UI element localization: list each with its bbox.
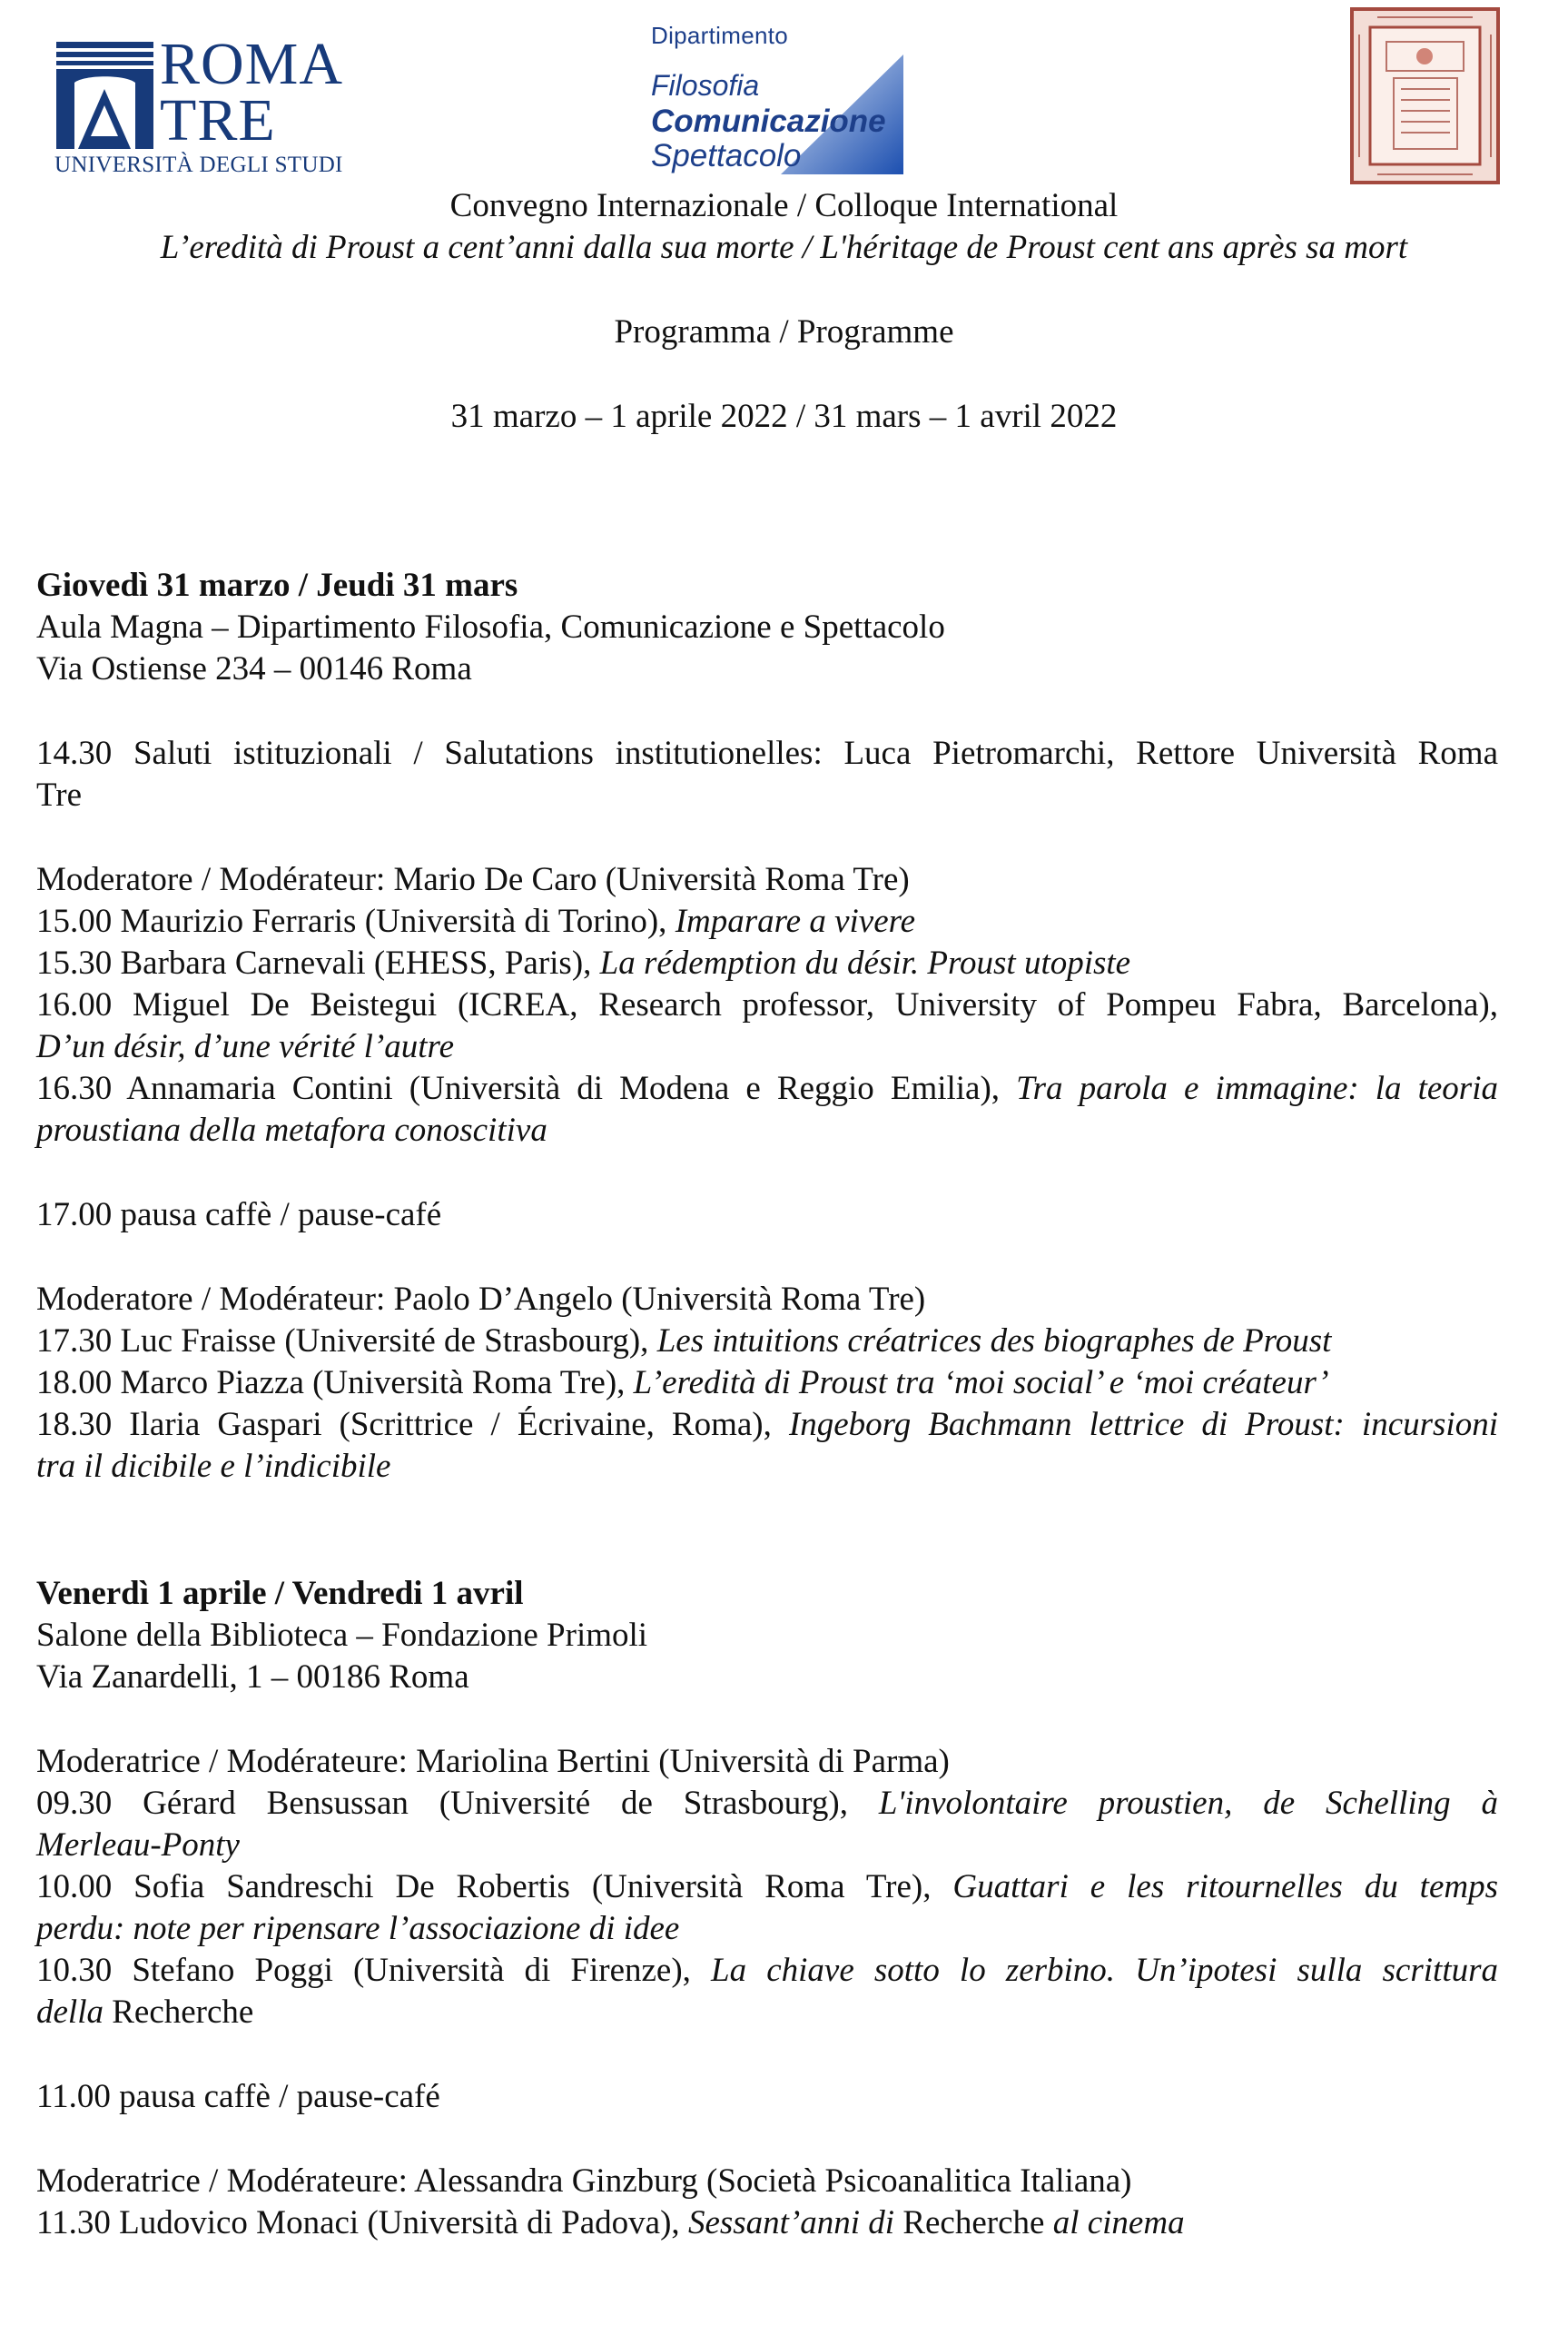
talk-1630-line1: 16.30 Annamaria Contini (Università di Modena e Reggio Emilia), Tra parola e immagine: la teoria [36,1070,1498,1107]
conference-dates: 31 marzo – 1 aprile 2022 / 31 mars – 1 avril 2022 [450,398,1118,435]
day1-heading: Giovedì 31 marzo / Jeudi 31 mars [36,567,518,604]
department-line-comunicazione: Comunicazione [651,104,886,139]
day1-address: Via Ostiense 234 – 00146 Roma [36,650,472,688]
talk-0930-line1: 09.30 Gérard Bensussan (Université de Strasbourg), L'involontaire proustien, de Schelling à [36,1785,1498,1822]
talk-1000-line1: 10.00 Sofia Sandreschi De Robertis (Università Roma Tre), Guattari e les ritournelles du temps [36,1868,1498,1905]
day2-coffee-break: 11.00 pausa caffè / pause-café [36,2078,440,2115]
talk-1730: 17.30 Luc Fraisse (Université de Strasbourg), Les intuitions créatrices des biographes de Proust [36,1322,1332,1360]
universita-subtitle: UNIVERSITÀ DEGLI STUDI [54,153,343,177]
talk-1130: 11.30 Ludovico Monaci (Università di Padova), Sessant’anni di Recherche al cinema [36,2204,1185,2241]
roma-tre-logo [53,31,344,177]
department-line-filosofia: Filosofia [651,69,760,102]
talk-0930-line2: Merleau-Ponty [36,1826,240,1864]
day2-address: Via Zanardelli, 1 – 00186 Roma [36,1658,469,1696]
program-heading: Programma / Programme [614,313,954,351]
day2-heading: Venerdì 1 aprile / Vendredi 1 avril [36,1575,524,1612]
day1-coffee-break: 17.00 pausa caffè / pause-café [36,1196,442,1233]
conference-title: Convegno Internazionale / Colloque International [449,187,1119,224]
tre-wordmark: TRE [160,87,276,153]
department-logo [640,18,912,182]
day1-moderator-2: Moderatore / Modérateur: Paolo D’Angelo (Università Roma Tre) [36,1281,926,1318]
day2-moderator-2: Moderatrice / Modérateure: Alessandra Ginzburg (Società Psicoanalitica Italiana) [36,2162,1132,2200]
roma-tre-arch-icon [53,42,157,149]
conference-subtitle: L’eredità di Proust a cent’anni dalla sua morte / L'héritage de Proust cent ans après sa mort [160,229,1408,266]
day1-opening-line1: 14.30 Saluti istituzionali / Salutations institutionelles: Luca Pietromarchi, Rettore Università Roma [36,735,1498,772]
talk-1500: 15.00 Maurizio Ferraris (Università di Torino), Imparare a vivere [36,903,916,940]
talk-1530: 15.30 Barbara Carnevali (EHESS, Paris), La rédemption du désir. Proust utopiste [36,945,1131,982]
day1-opening-line2: Tre [36,777,83,814]
department-title: Dipartimento [651,22,788,49]
department-line-spettacolo: Spettacolo [651,138,802,173]
talk-1000-line2: perdu: note per ripensare l’associazione di idee [36,1910,680,1947]
talk-1630-line2: proustiana della metafora conoscitiva [36,1112,547,1149]
day2-venue: Salone della Biblioteca – Fondazione Primoli [36,1617,648,1654]
talk-1830-line1: 18.30 Ilaria Gaspari (Scrittrice / Écrivaine, Roma), Ingeborg Bachmann lettrice di Proust: incursioni [36,1406,1498,1443]
day1-venue: Aula Magna – Dipartimento Filosofia, Comunicazione e Spettacolo [36,608,945,646]
roma-wordmark: ROMA [160,31,344,97]
talk-1600-line2: D’un désir, d’une vérité l’autre [36,1028,454,1065]
talk-1030-line1: 10.30 Stefano Poggi (Università di Firenze), La chiave sotto lo zerbino. Un’ipotesi sulla scrittura [36,1952,1498,1989]
talk-1030-line2: della Recherche [36,1994,254,2031]
day2-moderator-1: Moderatrice / Modérateure: Mariolina Bertini (Università di Parma) [36,1743,950,1780]
ex-libris-seal-icon [1350,7,1500,184]
day1-moderator-1: Moderatore / Modérateur: Mario De Caro (Università Roma Tre) [36,861,910,898]
talk-1600-line1: 16.00 Miguel De Beistegui (ICREA, Research professor, University of Pompeu Fabra, Barcelona), [36,986,1498,1024]
talk-1830-line2: tra il dicibile e l’indicibile [36,1448,391,1485]
talk-1800: 18.00 Marco Piazza (Università Roma Tre), L’eredità di Proust tra ‘moi social’ e ‘moi créateur’ [36,1364,1329,1401]
